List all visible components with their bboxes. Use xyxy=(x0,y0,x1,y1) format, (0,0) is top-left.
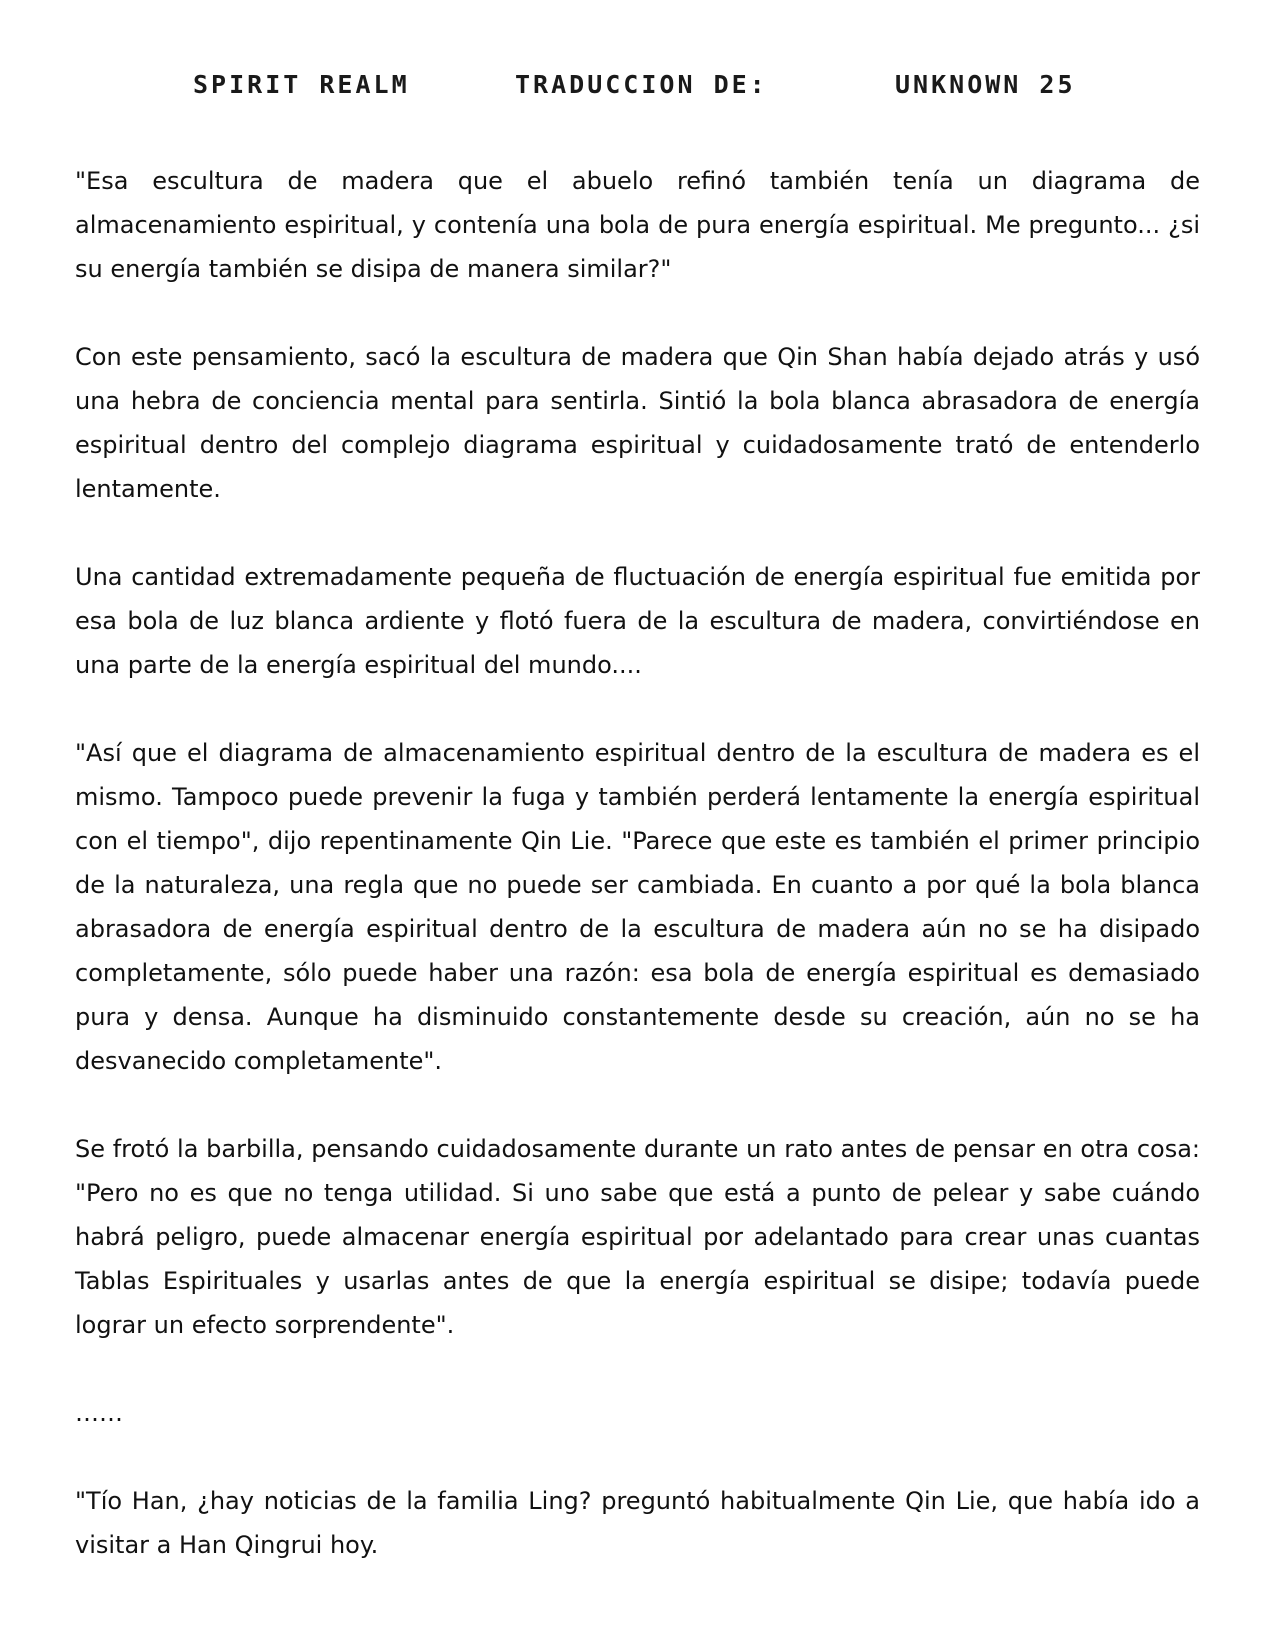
page-header xyxy=(0,70,1275,110)
paragraph: "Tío Han, ¿hay noticias de la familia Ling? preguntó habitualmente Qin Lie, que había ido a visitar a Han Qingrui hoy. xyxy=(75,1487,1200,1559)
paragraph: Con este pensamiento, sacó la escultura de madera que Qin Shan había dejado atrás y usó una hebra de conciencia mental para sentirla. Sintió la bola blanca abrasadora de energía espiritual dentro del complejo diagrama espiritual y cuidadosamente trató de entenderlo lentamente. xyxy=(75,343,1200,503)
paragraph: Una cantidad extremadamente pequeña de fluctuación de energía espiritual fue emitida por esa bola de luz blanca ardiente y flotó fuera de la escultura de madera, convirtiéndose en una parte de la energía espiritual del mundo.... xyxy=(75,563,1200,679)
header-translator: UNKNOWN 25 xyxy=(895,70,1076,99)
header-translation-label: TRADUCCION DE: xyxy=(515,70,768,99)
paragraph: "Así que el diagrama de almacenamiento espiritual dentro de la escultura de madera es el mismo. Tampoco puede prevenir la fuga y también perderá lentamente la energía espiritual con el tiempo", dijo repentinamente Qin Lie. "Parece que este es también el primer principio de la naturaleza, una regla que no puede ser cambiada. En cuanto a por qué la bola blanca abrasadora de energía espiritual dentro de la escultura de madera aún no se ha disipado completamente, sólo puede haber una razón: esa bola de energía espiritual es demasiado pura y densa. Aunque ha disminuido constantemente desde su creación, aún no se ha desvanecido completamente". xyxy=(75,739,1200,1075)
paragraph: Se frotó la barbilla, pensando cuidadosamente durante un rato antes de pensar en otra cosa: "Pero no es que no tenga utilidad. Si uno sabe que está a punto de pelear y sabe cuándo habrá peligro, puede almacenar energía espiritual por adelantado para crear unas cuantas Tablas Espirituales y usarlas antes de que la energía espiritual se disipe; todavía puede lograr un efecto sorprendente". xyxy=(75,1135,1200,1339)
header-title: SPIRIT REALM xyxy=(193,70,410,99)
scene-break: …… xyxy=(75,1399,123,1427)
paragraph: "Esa escultura de madera que el abuelo refinó también tenía un diagrama de almacenamiento espiritual, y contenía una bola de pura energía espiritual. Me pregunto... ¿si su energía también se disipa de manera similar?" xyxy=(75,167,1200,283)
document-body xyxy=(75,159,1200,1611)
